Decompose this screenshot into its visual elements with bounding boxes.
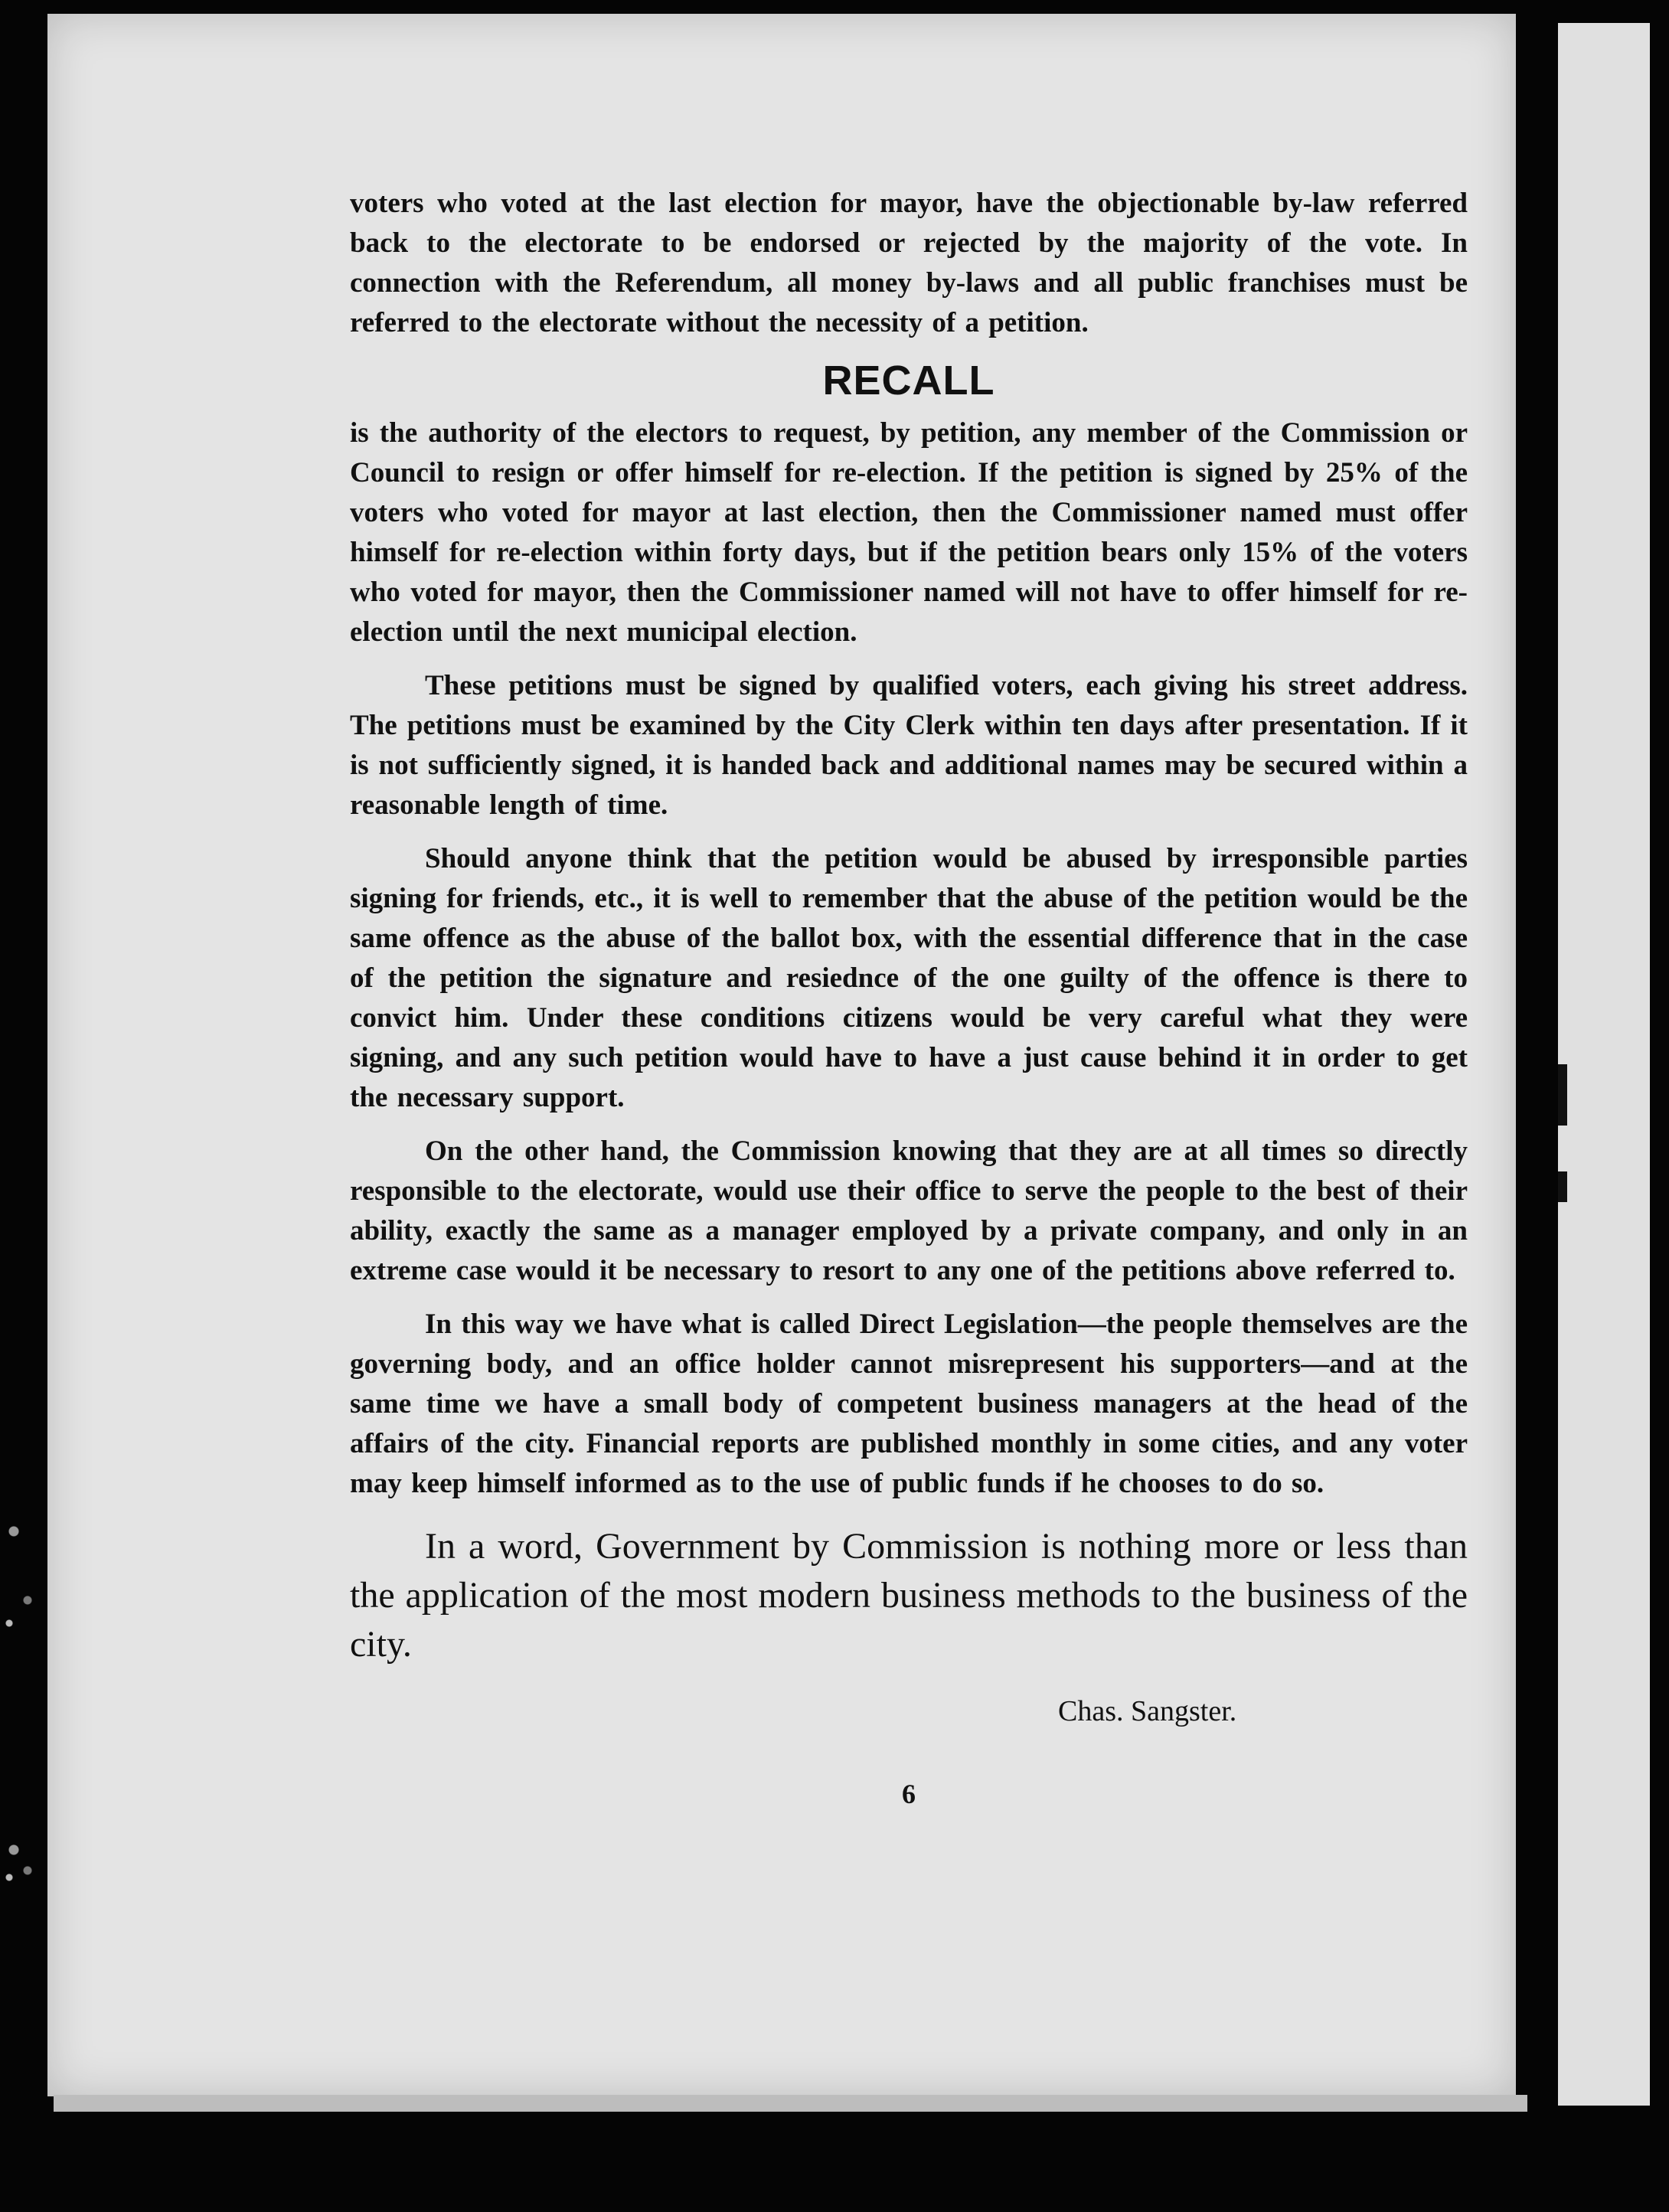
- petitions-paragraph: These petitions must be signed by qualified voters, each giving his street address. The petitions must be examined by the City Clerk within ten days after presentation. If it is not sufficiently signed, it is handed back and additional names may be secured within a reasonable length of time.: [350, 670, 1468, 821]
- page-edge: [54, 2095, 1527, 2112]
- direct-legislation-paragraph: In this way we have what is called Direct Legislation—the people themselves are the governing body, and an office holder cannot misrepresent his supporters—and at the same time we have a small body of competent business managers at the head of the affairs of the city. Financial reports are published monthly in some cities, and any voter may keep himself informed as to the use of public funds if he chooses to do so.: [350, 1309, 1468, 1499]
- page-number: 6: [902, 1779, 916, 1809]
- closing-paragraph: In a word, Government by Commission is nothing more or less than the application of the most modern business methods to the business of the city.: [350, 1526, 1468, 1665]
- abuse-paragraph: Should anyone think that the petition would be abused by irresponsible parties signing for friends, etc., it is well to remember that the abuse of the petition would be the same offence as the abuse of the ballot box, with the essential difference that in the case of the petition the signature and resiednce of the one guilty of the offence is there to convict him. Under these conditions citizens would be very careful what they were signing, and any such petition would have to have a just cause behind it in order to get the necessary support.: [350, 843, 1468, 1113]
- scan-artifact: [0, 1439, 46, 1669]
- intro-paragraph: voters who voted at the last election for mayor, have the objectionable by-law referred back to the electorate to be endorsed or rejected by the majority of the vote. In connection with the Referendum, all money by-laws and all public franchises must be referred to the electorate without the necessity of a petition.: [350, 188, 1468, 338]
- recall-paragraph: is the authority of the electors to request, by petition, any member of the Commission or Council to resign or offer himself for re-election. If the petition is signed by 25% of the voters who voted for mayor at last election, then the Commissioner named must offer himself for re-election within forty days, but if the petition bears only 15% of the voters who voted for mayor, then the Commissioner named will not have to offer himself for re-election until the next municipal election.: [350, 417, 1468, 648]
- scan-artifact: [1558, 1171, 1567, 1202]
- adjacent-page-edge: [1558, 23, 1650, 2106]
- section-heading: RECALL: [822, 358, 995, 404]
- author-signature: Chas. Sangster.: [1058, 1695, 1237, 1727]
- scan-artifact: [1558, 1064, 1567, 1126]
- commission-paragraph: On the other hand, the Commission knowing that they are at all times so directly responsible to the electorate, would use their office to serve the people to the best of their ability, exactly the same as a manager employed by a private company, and only in an extreme case would it be necessary to resort to any one of the petitions above referred to.: [350, 1135, 1468, 1286]
- document-page: [47, 14, 1516, 2096]
- page-content: [350, 184, 1468, 1810]
- scan-artifact: [0, 1822, 46, 1891]
